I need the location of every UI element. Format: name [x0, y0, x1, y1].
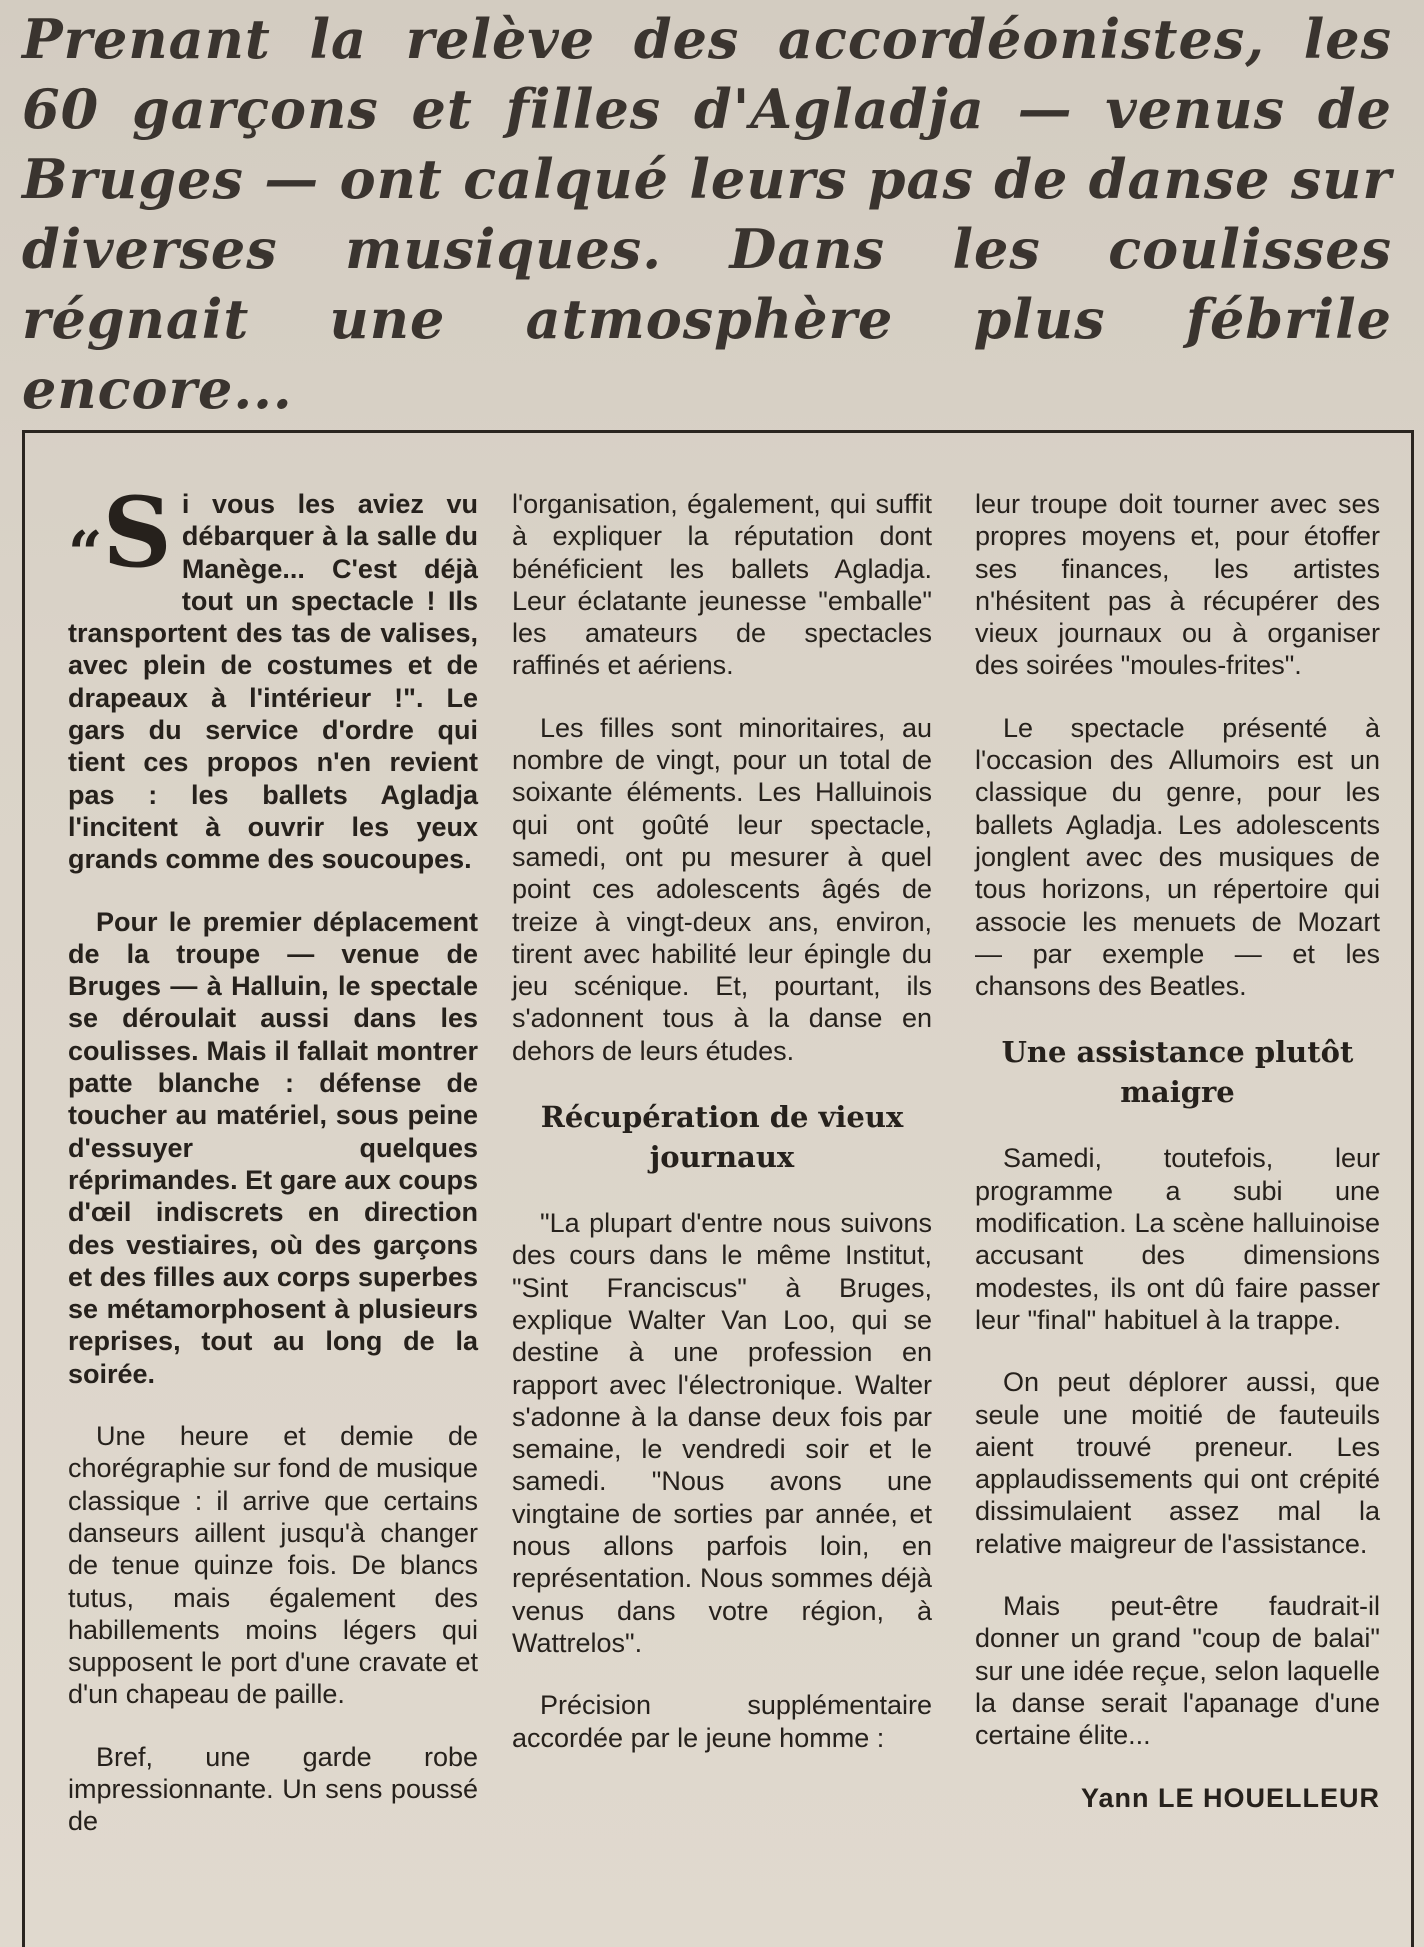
article-headline: Prenant la relève des accordéonistes, les 60 garçons et filles d'Agladja — venus de Bruges — ont calqué leurs pas de danse sur diverses musiques. Dans les coulisses régnait une atmosphère plus fébrile encore... [22, 7, 1392, 421]
section-subheading: Une assistance plutôt maigre [1001, 1035, 1354, 1110]
paragraph: leur troupe doit tourner avec ses propres moyens et, pour étoffer ses finances, les artistes n'hésitent pas à récupérer des vieux journaux ou à organiser des soirées "moules-frites". [975, 489, 1380, 681]
column-3 [975, 488, 1380, 1844]
paragraph [68, 476, 478, 876]
paragraph: Pour le premier déplacement de la troupe — venue de Bruges — à Halluin, le spectale se déroulait aussi dans les coulisses. Mais il fallait montrer patte blanche : défense de toucher au matériel, sous peine d'essuyer quelques réprimandes. Et gare aux coups d'œil indiscrets en direction des vestiaires, où des garçons et des filles aux corps superbes se métamorphosent à plusieurs reprises, tout au long de la soirée. [68, 906, 478, 1389]
author-byline: Yann LE HOUELLEUR [1080, 1782, 1380, 1813]
drop-cap-letter: S [102, 476, 172, 589]
column-1 [68, 476, 478, 1868]
paragraph: Samedi, toutefois, leur programme a subi une modification. La scène halluinoise accusant des dimensions modestes, ils ont dû faire passer leur "final" habituel à la trappe. [975, 1143, 1380, 1335]
paragraph: Le spectacle présenté à l'occasion des Allumoirs est un classique du genre, pour les ballets Agladja. Les adolescents jonglent avec des musiques de tous horizons, un répertoire qui associe les menuets de Mozart — par exemple — et les chansons des Beatles. [975, 712, 1380, 1002]
paragraph-text: i vous les aviez vu débarquer à la salle du Manège... C'est déjà tout un spectacle ! Ils transportent des tas de valises, avec plein de costumes et de drapeaux à l'intérieur !". Le gars du service d'ordre qui tient ces propos n'en revient pas : les ballets Agladja l'incitent à ouvrir les yeux grands comme des soucoupes. [68, 489, 478, 875]
paragraph: l'organisation, également, qui suffit à expliquer la réputation dont bénéficient les ballets Agladja. Leur éclatante jeunesse "emballe" les amateurs de spectacles raffinés et aériens. [512, 489, 932, 681]
open-quote: “ [68, 519, 103, 589]
paragraph: Bref, une garde robe impressionnante. Un sens poussé de [68, 1741, 478, 1837]
drop-cap [68, 476, 172, 595]
paragraph: Précision supplémentaire accordée par le jeune homme : [512, 1690, 932, 1753]
paragraph: On peut déplorer aussi, que seule une moitié de fauteuils aient trouvé preneur. Les applaudissements qui ont crépité dissimulaient assez mal la relative maigreur de l'assistance. [975, 1367, 1380, 1559]
section-subheading: Récupération de vieux journaux [540, 1100, 904, 1175]
column-2 [512, 488, 932, 1784]
paragraph: Mais peut-être faudrait-il donner un grand "coup de balai" sur une idée reçue, selon laquelle la danse serait l'apanage d'une certaine élite... [975, 1591, 1380, 1751]
paragraph: Les filles sont minoritaires, au nombre de vingt, pour un total de soixante éléments. Les Halluinois qui ont goûté leur spectacle, samedi, ont pu mesurer à quel point ces adolescents âgés de treize à vingt-deux ans, environ, tirent avec habilité leur épingle du jeu scénique. Et, pourtant, ils s'adonnent tous à la danse en dehors de leurs études. [512, 712, 932, 1066]
paragraph: Une heure et demie de chorégraphie sur fond de musique classique : il arrive que certains danseurs aillent jusqu'à changer de tenue quinze fois. De blancs tutus, mais également des habillements moins légers qui supposent le port d'une cravate et d'un chapeau de paille. [68, 1421, 478, 1710]
paragraph: "La plupart d'entre nous suivons des cours dans le même Institut, "Sint Franciscus" à Bruges, explique Walter Van Loo, qui se destine à une profession en rapport avec l'électronique. Walter s'adonne à la danse deux fois par semaine, le vendredi soir et le samedi. "Nous avons une vingtaine de sorties par année, et nous allons parfois loin, en représentation. Nous sommes déjà venus dans votre région, à Wattrelos". [512, 1208, 932, 1658]
